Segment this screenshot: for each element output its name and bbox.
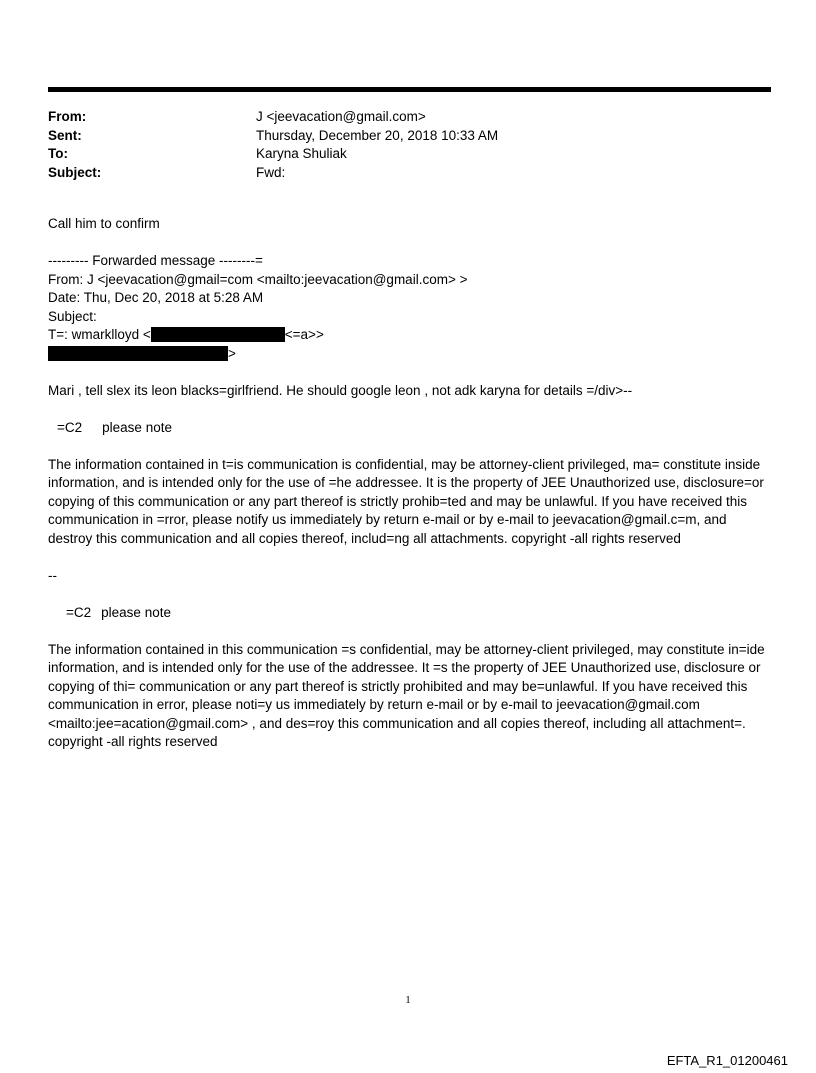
forwarded-date: Date: Thu, Dec 20, 2018 at 5:28 AM <box>48 290 264 305</box>
note-line-2 <box>48 604 773 623</box>
disclaimer-paragraph-2: The information contained in this communication =s confidential, may be attorney-client privileged, may constitute in=ide information, and is intended only for the use of the addressee. It =s the property of JEE Unauthorized use, disclosure or copying of thi= communication or any part thereof is strictly prohibited and may be=unlawful. If you have received this communication in error, please noti=y us immediately by return e-mail or by e-mail to jeevacation@gmail.com <mailto:jee=acation@gmail.com> , and des=roy this communication and all copies thereof, including all attachment=. copyright -all rights reserved <box>48 641 765 749</box>
intro-text: Call him to confirm <box>48 216 160 231</box>
to-label: To: <box>48 146 68 161</box>
document-id: EFTA_R1_01200461 <box>666 1053 788 1068</box>
forwarded-to-continued-suffix: > <box>228 345 236 361</box>
note-code: =C2 <box>66 604 92 620</box>
to-row <box>48 145 498 164</box>
top-rule <box>48 87 771 92</box>
email-body <box>48 215 773 752</box>
forwarded-to-suffix: <=a>> <box>284 327 324 342</box>
from-label: From: <box>48 109 87 124</box>
separator: -- <box>48 567 57 583</box>
forwarded-divider: --------- Forwarded message --------= <box>48 253 263 268</box>
note-text: please note <box>102 419 172 435</box>
note-text: please note <box>101 604 171 620</box>
sent-label: Sent: <box>48 127 82 143</box>
subject-value: Fwd: <box>256 164 286 180</box>
subject-label: Subject: <box>48 164 102 180</box>
sent-row <box>48 127 498 146</box>
email-header <box>48 108 498 182</box>
from-row <box>48 108 498 127</box>
from-value: J <jeevacation@gmail.com> <box>256 109 426 124</box>
redaction-bar <box>48 346 228 361</box>
page-number: 1 <box>405 994 411 1006</box>
note-line-1 <box>48 419 773 438</box>
sent-value: Thursday, December 20, 2018 10:33 AM <box>256 127 499 143</box>
forwarded-from: From: J <jeevacation@gmail=com <mailto:jeevacation@gmail.com> > <box>48 271 468 287</box>
to-value: Karyna Shuliak <box>256 146 347 161</box>
forwarded-to-prefix: T=: wmarklloyd < <box>48 327 151 342</box>
message-text: Mari , tell slex its leon blacks=girlfriend. He should google leon , not adk karyna for details =/div>-- <box>48 382 633 398</box>
subject-row <box>48 164 498 183</box>
redaction-bar <box>151 327 285 342</box>
forwarded-subject: Subject: <box>48 308 97 324</box>
note-code: =C2 <box>57 419 83 435</box>
forwarded-to-continued <box>48 345 773 364</box>
disclaimer-paragraph-1: The information contained in t=is communication is confidential, may be attorney-client privileged, ma= constitute inside information, and is intended only for the use of =he addressee. It is the property of JEE Unauthorized use, disclosure=or copying of this communication or any part thereof is strictly prohib=ted and may be unlawful. If you have received this communication in =rror, please notify us immediately by return e-mail or by e-mail to jeevacation@gmail.c=m, and destroy this communication and all copies thereof, includ=ng all attachments. copyright -all rights reserved <box>48 456 764 546</box>
forwarded-to <box>48 326 773 345</box>
